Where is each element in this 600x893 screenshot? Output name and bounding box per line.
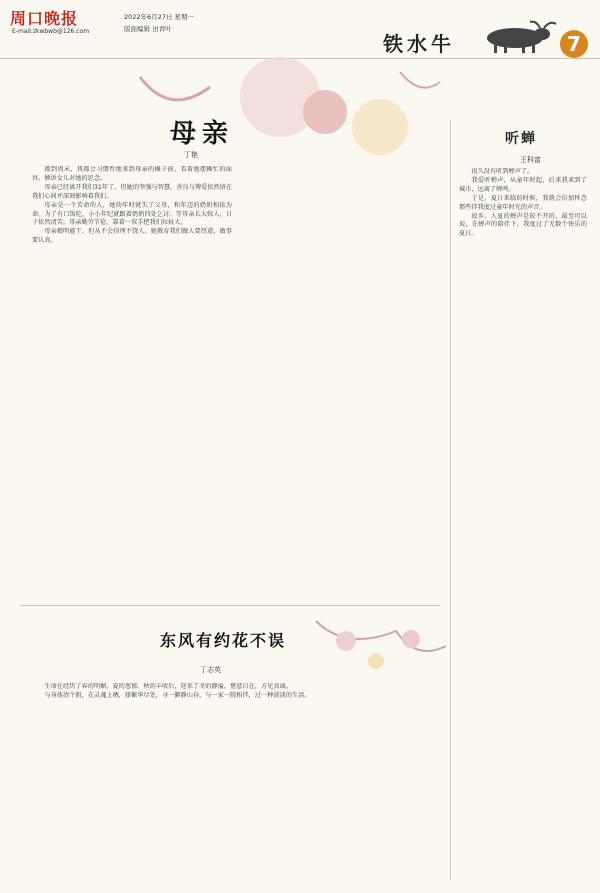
right-article-byline: 王科富 — [520, 156, 541, 164]
section-title: 铁水牛 — [383, 32, 455, 56]
paper-email: E-mail:zkwbwb@126.com — [12, 28, 90, 35]
right-paragraph: 故乡，人夏的蝉声是较不开的，最至可以说，在蝉声的陪伴下，我度过了无数个快乐的夏日。 — [459, 212, 587, 238]
main-article-body — [32, 166, 232, 596]
editor-info: 版面编辑 田青叶 — [124, 25, 172, 33]
page-number: 7 — [560, 30, 588, 58]
mother-illustration — [80, 57, 455, 177]
main-paragraph: 都到周末，我都会习惯性地来到母亲的摊子前，看着她摆摊忙的面容，倾诉女儿对她的思念。 — [32, 166, 232, 182]
second-article-body — [32, 683, 437, 873]
column-divider — [450, 120, 451, 880]
main-article-title: 母亲 — [170, 119, 235, 149]
issue-date: 2022年6月27日 星期一 — [124, 13, 195, 21]
second-article-byline: 丁志英 — [200, 666, 221, 674]
right-paragraph: 于是，夏日来临的时候，我就会倍加怀念那些伴我度过童年时光的声音。 — [459, 194, 587, 211]
second-article-title: 东风有约花不误 — [160, 631, 287, 650]
paper-name: 周口晚报 — [10, 9, 79, 28]
main-paragraph: 母亲已经离开我们31年了。但她的坚强与智慧，善良与博爱依然留在我们心间并深刻影响着我们。 — [32, 183, 232, 200]
section-divider — [20, 605, 440, 606]
right-paragraph: 我爱听蝉声，从童年时起，后来我来到了城市，远离了蝉鸣。 — [459, 176, 587, 193]
bull-illustration — [470, 14, 560, 54]
main-paragraph: 母亲精明能干，但从不会得理不饶人。她教育我们做人要厚道，做事要认真。 — [32, 228, 232, 245]
masthead — [0, 0, 600, 59]
right-paragraph: 很久没有听到蝉声了。 — [471, 168, 534, 175]
right-article-title: 听蝉 — [505, 131, 537, 147]
main-paragraph: 母亲是一个苦命的人，她幼年时就失了父母，和年迈的奶奶相依为命。为了有口饭吃，小小年纪就跟着奶奶四处乞讨。等母亲长大嫁人，日子依然清苦。母亲勤劳节俭，靠着一双手把我们拉扯大。 — [32, 201, 232, 227]
second-paragraph: 与身体清个假，在灵魂上栖，择繁华尽处，寻一僻静山谷，与一家一院相伴，过一种淡淡的生活。 — [44, 691, 311, 699]
main-article-byline: 丁艳 — [184, 151, 198, 159]
second-paragraph: 生命在经历了春的明媚，夏的葱郁，秋的丰收后，迎来了冬的静谧，惬意自在，方见真诚。 — [44, 683, 292, 690]
right-article-body — [459, 168, 587, 878]
